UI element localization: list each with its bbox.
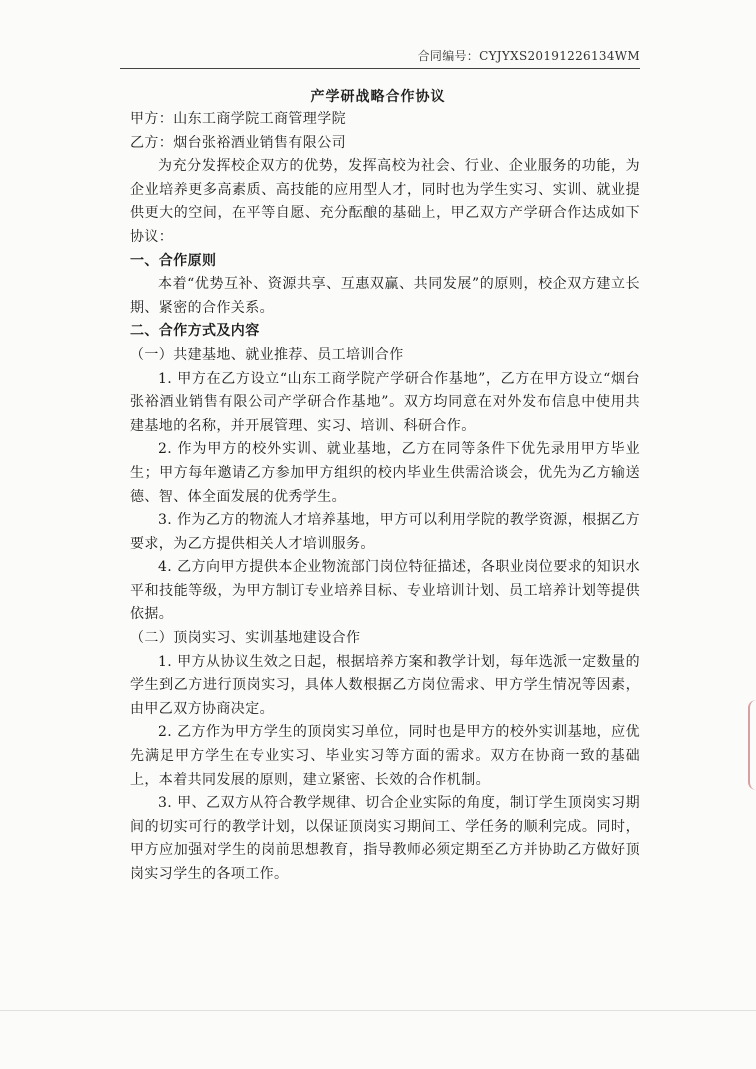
scan-edge-line (0, 1010, 756, 1011)
clause: 2. 乙方作为甲方学生的顶岗实习单位，同时也是甲方的校外实训基地，应优先满足甲方学生在专业实习、毕业实习等方面的需求。双方在协商一致的基础上，本着共同发展的原则，建立紧密、长效的合作机制。 (130, 724, 640, 788)
party-a: 甲方：山东工商学院工商管理学院 (130, 111, 346, 127)
clause: 2. 作为甲方的校外实训、就业基地，乙方在同等条件下优先录用甲方毕业生；甲方每年邀请乙方参加甲方组织的校内毕业生供需洽谈会，优先为乙方输送德、智、体全面发展的优秀学生。 (130, 441, 640, 505)
clause: 1. 甲方在乙方设立“山东工商学院产学研合作基地”，乙方在甲方设立“烟台张裕酒业销售有限公司产学研合作基地”。双方均同意在对外发布信息中使用共建基地的名称，并开展管理、实习、培训、科研合作。 (130, 370, 640, 434)
intro-paragraph: 为充分发挥校企双方的优势，发挥高校为社会、行业、企业服务的功能，为企业培养更多高素质、高技能的应用型人才，同时也为学生实习、实训、就业提供更大的空间，在平等自愿、充分酝酿的基础上，甲乙双方产学研合作达成如下协议： (130, 158, 640, 245)
section-2-heading: 二、合作方式及内容 (130, 323, 260, 340)
seal-edge-mark (748, 700, 756, 790)
document-body (130, 108, 640, 887)
clause: 3. 作为乙方的物流人才培养基地，甲方可以利用学院的教学资源，根据乙方要求，为乙方提供相关人才培训服务。 (130, 512, 640, 552)
clause: 4. 乙方向甲方提供本企业物流部门岗位特征描述，各职业岗位要求的知识水平和技能等级，为甲方制订专业培养目标、专业培训计划、员工培养计划等提供依据。 (130, 559, 640, 623)
document-title: 产学研战略合作协议 (310, 89, 446, 105)
page-header (120, 40, 640, 69)
clause: 3. 甲、乙双方从符合教学规律、切合企业实际的角度，制订学生顶岗实习期间的切实可行的教学计划，以保证顶岗实习期间工、学任务的顺利完成。同时，甲方应加强对学生的岗前思想教育，指导教师必须定期至乙方并协助乙方做好顶岗实习学生的各项工作。 (130, 795, 640, 882)
section-1-heading: 一、合作原则 (130, 252, 217, 269)
clause: 1. 甲方从协议生效之日起，根据培养方案和教学计划，每年选派一定数量的学生到乙方进行顶岗实习，具体人数根据乙方岗位需求、甲方学生情况等因素，由甲乙双方协商决定。 (130, 653, 640, 717)
section-1-text: 本着“优势互补、资源共享、互惠双赢、共同发展”的原则，校企双方建立长期、紧密的合作关系。 (130, 276, 640, 316)
contract-number: 合同编号：CYJYXS20191226134WM (417, 49, 640, 63)
subsection-2-heading: （二）顶岗实习、实训基地建设合作 (130, 630, 361, 647)
party-b: 乙方：烟台张裕酒业销售有限公司 (130, 134, 346, 151)
subsection-1-heading: （一）共建基地、就业推荐、员工培训合作 (130, 346, 404, 363)
